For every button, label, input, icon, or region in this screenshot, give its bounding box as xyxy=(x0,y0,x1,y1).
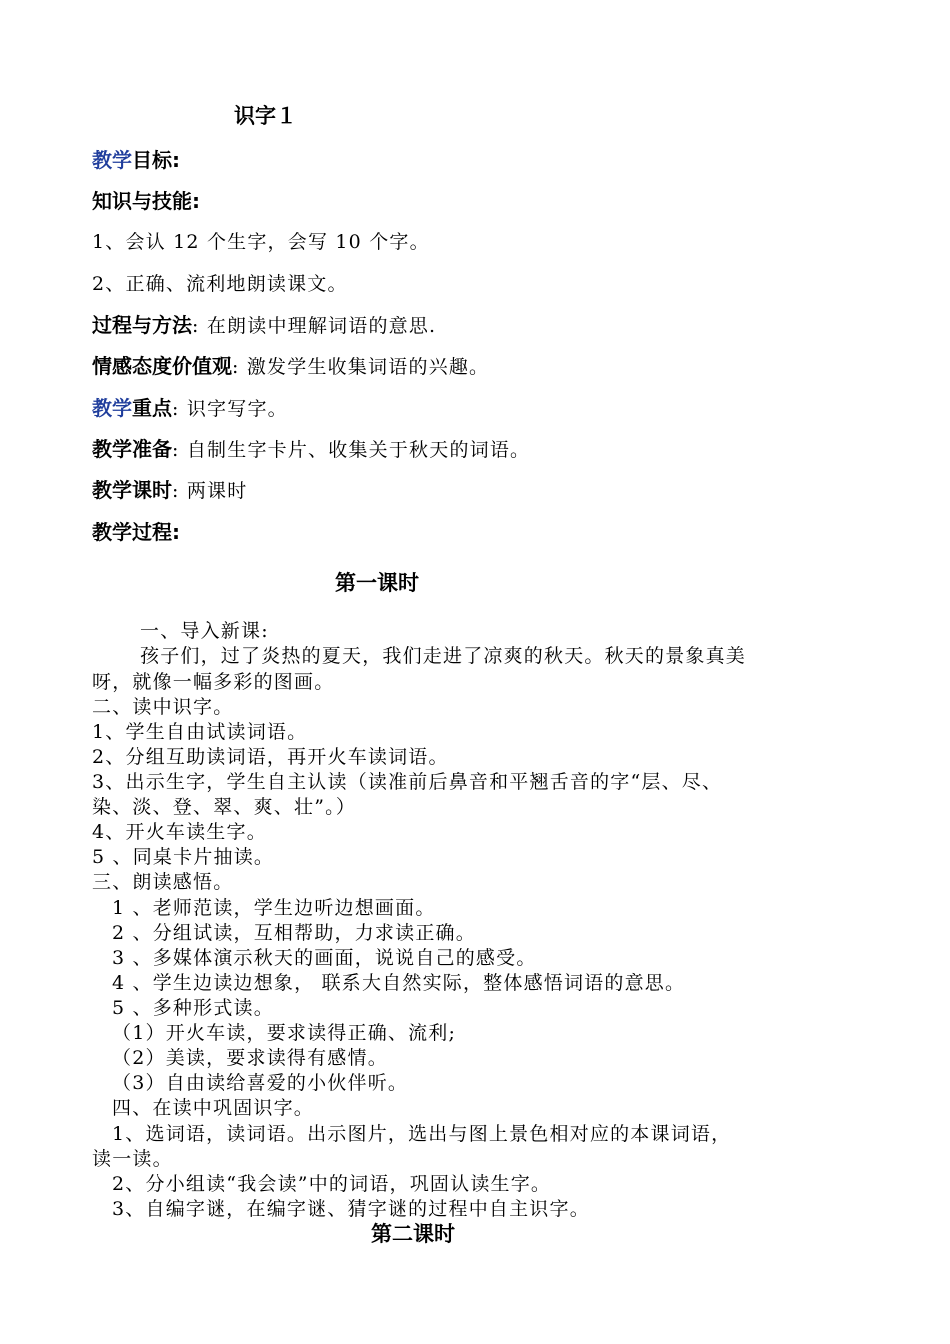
teaching-prep xyxy=(92,437,530,462)
lesson1-line: 2、分组互助读词语，再开火车读词语。 xyxy=(92,746,449,768)
lesson1-line: 1、学生自由试读词语。 xyxy=(92,721,308,743)
lesson1-line: 5 、同桌卡片抽读。 xyxy=(92,846,275,868)
lesson1-line: 1 、老师范读，学生边听边想画面。 xyxy=(112,897,436,919)
lesson1-line: 4、开火车读生字。 xyxy=(92,821,267,843)
lesson1-line: 三、朗读感悟。 xyxy=(92,871,234,893)
lesson1-line: 呀，就像一幅多彩的图画。 xyxy=(92,671,335,693)
lesson1-line: 3、出示生字，学生自主认读（读准前后鼻音和平翘舌音的字“层、尽、 xyxy=(92,771,723,793)
lesson1-line: 孩子们，过了炎热的夏天，我们走进了凉爽的秋天。秋天的景象真美 xyxy=(140,645,747,667)
page-title: 识字１ xyxy=(234,104,297,128)
lesson1-line: 3 、多媒体演示秋天的画面，说说自己的感受。 xyxy=(112,947,537,969)
process-label: 过程与方法 xyxy=(92,313,192,337)
process-text: : 在朗读中理解词语的意思. xyxy=(192,315,437,337)
prep-text: : 自制生字卡片、收集关于秋天的词语。 xyxy=(172,439,531,461)
lesson1-line: 读一读。 xyxy=(92,1148,173,1170)
lesson1-line: （1）开火车读，要求读得正确、流利; xyxy=(112,1022,457,1044)
knowledge-heading: 知识与技能: xyxy=(92,189,200,213)
goals-heading-rest: 目标: xyxy=(132,148,180,172)
hours-label: 教学课时 xyxy=(92,478,172,502)
knowledge-item: 1、会认 12 个生字，会写 10 个字。 xyxy=(92,231,430,253)
lesson1-line: 一、导入新课: xyxy=(140,620,269,642)
key-label-rest: 重点 xyxy=(132,396,172,420)
process-method xyxy=(92,313,436,338)
goals-heading xyxy=(92,148,180,172)
goals-heading-blue: 教学 xyxy=(92,148,132,172)
lesson1-line: （2）美读，要求读得有感情。 xyxy=(112,1047,388,1069)
lesson2-title: 第二课时 xyxy=(371,1222,455,1246)
emotion-values xyxy=(92,354,489,379)
lesson1-line: 四、在读中巩固识字。 xyxy=(112,1097,315,1119)
lesson1-line: 1、选词语，读词语。出示图片，选出与图上景色相对应的本课词语， xyxy=(112,1123,732,1145)
lesson1-line: 4 、学生边读边想象， 联系大自然实际，整体感悟词语的意思。 xyxy=(112,972,686,994)
lesson1-line: （3）自由读给喜爱的小伙伴听。 xyxy=(112,1072,409,1094)
emotion-text: : 激发学生收集词语的兴趣。 xyxy=(232,356,490,378)
hours-text: : 两课时 xyxy=(172,480,248,502)
lesson1-line: 5 、多种形式读。 xyxy=(112,997,274,1019)
lesson1-title: 第一课时 xyxy=(335,571,419,595)
key-text: : 识字写字。 xyxy=(172,398,288,420)
prep-label: 教学准备 xyxy=(92,437,172,461)
emotion-label: 情感态度价值观 xyxy=(92,354,232,378)
lesson1-line: 染、淡、登、翠、爽、壮”。） xyxy=(92,796,357,818)
teaching-hours xyxy=(92,478,247,503)
knowledge-item: 2、正确、流利地朗读课文。 xyxy=(92,273,348,295)
lesson1-line: 二、读中识字。 xyxy=(92,696,234,718)
process-heading: 教学过程: xyxy=(92,520,180,544)
key-points xyxy=(92,396,288,421)
lesson1-line: 3、自编字谜，在编字谜、猜字谜的过程中自主识字。 xyxy=(112,1198,590,1220)
lesson1-line: 2、分小组读“我会读”中的词语，巩固认读生字。 xyxy=(112,1173,552,1195)
key-label-blue: 教学 xyxy=(92,396,132,420)
lesson1-line: 2 、分组试读，互相帮助，力求读正确。 xyxy=(112,922,476,944)
